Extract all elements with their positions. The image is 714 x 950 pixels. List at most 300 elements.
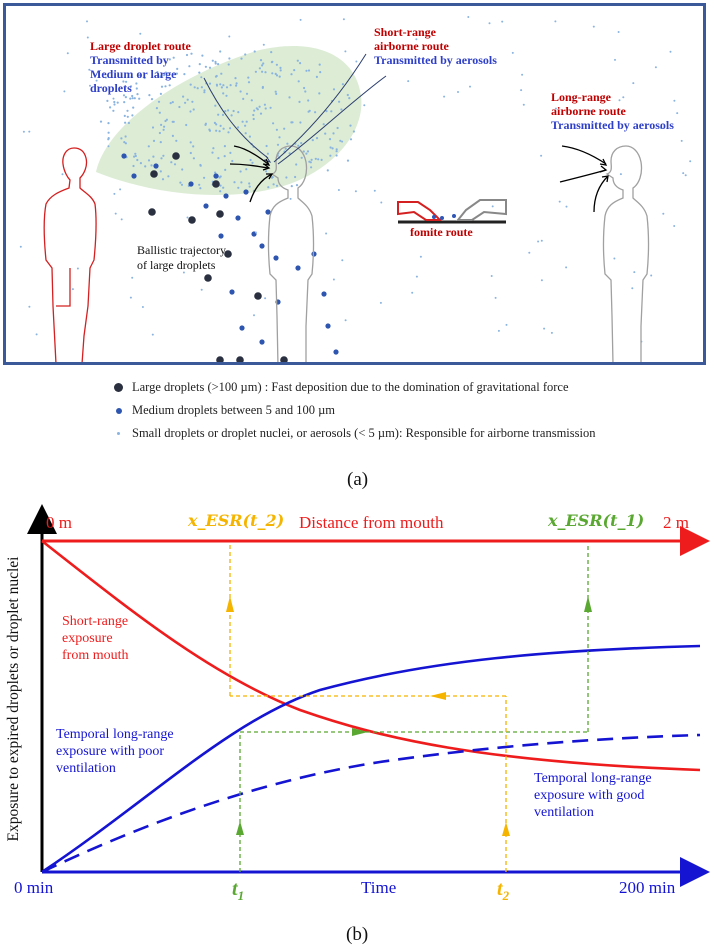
aerosol-particle [295,163,297,165]
aerosol-particle [169,58,171,60]
aerosol-particle [160,170,162,172]
aerosol-particle [219,185,221,187]
aerosol-particle [332,147,334,149]
t2-up-arrow [502,822,510,836]
aerosol-particle [221,86,223,88]
aerosol-particle [187,99,189,101]
large-droplet [254,292,262,300]
aerosol-particle [314,111,316,113]
aerosol-particle [279,76,281,78]
medium-droplet [259,339,264,344]
legend-small [114,426,595,441]
caption-a: (a) [347,469,369,490]
background-aerosol [650,275,652,277]
background-aerosol [253,314,255,316]
aerosol-particle [279,67,281,69]
aerosol-particle [108,132,110,134]
aerosol-particle [299,62,301,64]
aerosol-particle [264,71,266,73]
background-aerosol [63,90,65,92]
medium-droplet [333,349,338,354]
medium-droplet [188,181,193,186]
aerosol-particle [271,61,273,63]
short-range-title-2: airborne route [374,39,449,53]
aerosol-particle [148,94,150,96]
background-aerosol [670,51,672,53]
aerosol-particle [317,158,319,160]
aerosol-particle [222,92,224,94]
background-aerosol [620,173,622,175]
bottom-axis-start: 0 min [14,878,54,897]
background-aerosol [108,145,110,147]
aerosol-particle [224,155,226,157]
background-aerosol [416,276,418,278]
t2-label [497,878,509,904]
aerosol-particle [236,82,238,84]
aerosol-particle [265,107,267,109]
aerosol-particle [336,148,338,150]
background-aerosol [506,324,508,326]
aerosol-particle [136,87,138,89]
t1-label [232,878,244,904]
background-aerosol [36,333,38,335]
aerosol-particle [261,71,263,73]
aerosol-particle [197,87,199,89]
medium-droplet [325,323,330,328]
aerosol-particle [217,157,219,159]
background-aerosol [62,173,64,175]
aerosol-particle [211,152,213,154]
t1-subscript: 1 [237,888,245,903]
aerosol-particle [336,154,338,156]
aerosol-particle [188,65,190,67]
aerosol-particle [276,74,278,76]
aerosol-particle [214,122,216,124]
aerosol-particle [297,60,299,62]
medium-droplet [243,189,248,194]
background-aerosol [543,328,545,330]
aerosol-particle [349,125,351,127]
aerosol-particle [160,157,162,159]
aerosol-particle [126,110,128,112]
background-aerosol [631,287,633,289]
large-droplet [216,356,224,362]
background-aerosol [121,218,123,220]
background-aerosol [541,279,543,281]
t2-letter: t [497,878,503,900]
aerosol-particle [307,150,309,152]
aerosol-particle [270,107,272,109]
aerosol-particle [189,110,191,112]
background-aerosol [228,36,230,38]
poor-vent-label-1: Temporal long-range [56,727,174,742]
aerosol-particle [255,71,257,73]
aerosol-particle [164,85,166,87]
aerosol-particle [229,127,231,129]
aerosol-particle [301,157,303,159]
aerosol-particle [201,55,203,57]
aerosol-particle [215,76,217,78]
aerosol-particle [240,181,242,183]
aerosol-particle [262,87,264,89]
aerosol-particle [350,138,352,140]
aerosol-particle [107,138,109,140]
background-aerosol [28,131,30,133]
long-range-title-1: Long-range [551,90,611,104]
background-aerosol [554,20,556,22]
aerosol-particle [315,158,317,160]
t1-up-arrow [236,821,244,835]
background-aerosol [87,37,89,39]
aerosol-particle [327,169,329,171]
aerosol-particle [347,160,349,162]
aerosol-particle [253,110,255,112]
aerosol-particle [318,92,320,94]
short-range-label-2: exposure [62,631,113,646]
aerosol-particle [217,114,219,116]
background-aerosol [355,190,357,192]
person-right-gray-outline [604,146,649,362]
aerosol-particle [194,86,196,88]
background-aerosol [593,26,595,28]
background-aerosol [541,240,543,242]
aerosol-particle [222,187,224,189]
aerosol-particle [160,93,162,95]
large-droplet [212,180,220,188]
aerosol-particle [293,69,295,71]
aerosol-particle [148,159,150,161]
short-range-title-1: Short-range [374,25,436,39]
aerosol-particle [308,111,310,113]
medium-droplet [121,153,126,158]
aerosol-particle [347,94,349,96]
large-droplet-swatch-icon [114,383,123,392]
aerosol-particle [205,66,207,68]
aerosol-particle [321,159,323,161]
medium-droplet [131,173,136,178]
aerosol-particle [296,184,298,186]
background-aerosol [142,306,144,308]
aerosol-particle [203,91,205,93]
background-aerosol [523,104,525,106]
aerosol-particle [214,105,216,107]
aerosol-particle [215,62,217,64]
aerosol-particle [250,159,252,161]
medium-droplet [213,173,218,178]
aerosol-particle [291,185,293,187]
background-aerosol [467,16,469,18]
aerosol-particle [222,114,224,116]
bottom-axis-title: Time [361,878,397,897]
aerosol-particle [161,86,163,88]
aerosol-particle [265,170,267,172]
aerosol-particle [273,183,275,185]
aerosol-particle [217,63,219,65]
background-aerosol [655,66,657,68]
background-aerosol [540,155,542,157]
aerosol-particle [235,85,237,87]
legend-large [114,380,569,395]
aerosol-particle [107,122,109,124]
background-aerosol [77,268,79,270]
aerosol-particle [183,73,185,75]
aerosol-particle [140,162,142,164]
aerosol-particle [348,97,350,99]
aerosol-particle [125,96,127,98]
aerosol-particle [240,58,242,60]
aerosol-particle [215,130,217,132]
aerosol-particle [201,86,203,88]
aerosol-particle [228,63,230,65]
aerosol-particle [324,133,326,135]
aerosol-particle [224,169,226,171]
aerosol-particle [316,76,318,78]
aerosol-particle [261,64,263,66]
background-aerosol [113,98,115,100]
aerosol-particle [308,69,310,71]
aerosol-particle [172,135,174,137]
aerosol-particle [170,161,172,163]
aerosol-particle [136,93,138,95]
background-aerosol [521,74,523,76]
aerosol-particle [230,84,232,86]
aerosol-particle [231,160,233,162]
aerosol-particle [260,59,262,61]
aerosol-particle [117,102,119,104]
aerosol-particle [277,144,279,146]
legend-medium [114,403,335,418]
background-aerosol [501,21,503,23]
aerosol-particle [276,185,278,187]
aerosol-particle [276,64,278,66]
background-aerosol [374,190,376,192]
aerosol-particle [229,152,231,154]
background-aerosol [338,189,340,191]
aerosol-particle [182,96,184,98]
aerosol-particle [219,130,221,132]
aerosol-particle [299,121,301,123]
aerosol-particle [129,98,131,100]
aerosol-particle [297,145,299,147]
aerosol-particle [190,141,192,143]
aerosol-particle [338,101,340,103]
aerosol-particle [208,129,210,131]
person-left-red-outline [44,148,96,362]
short-range-curve-label [62,613,129,664]
aerosol-particle [260,113,262,115]
medium-droplet [295,265,300,270]
aerosol-particle [316,137,318,139]
aerosol-particle [246,121,248,123]
background-aerosol [619,99,621,101]
aerosol-particle [219,190,221,192]
aerosol-particle [209,67,211,69]
x-esr-t2-label [188,511,284,530]
aerosol-particle [151,98,153,100]
large-droplet [216,210,224,218]
aerosol-particle [134,153,136,155]
background-aerosol [551,332,553,334]
aerosol-particle [245,132,247,134]
aerosol-particle [162,178,164,180]
aerosol-particle [131,114,133,116]
good-vent-label-1: Temporal long-range [534,771,652,786]
aerosol-particle [225,95,227,97]
background-aerosol [512,52,514,54]
aerosol-particle [304,90,306,92]
background-aerosol [363,104,365,106]
poor-vent-label-2: exposure with poor [56,744,165,759]
background-aerosol [676,112,678,114]
aerosol-particle [245,168,247,170]
aerosol-particle [278,136,280,138]
background-aerosol [187,217,189,219]
aerosol-particle [244,53,246,55]
x-esr-t2-text: x_ESR(t_2) [188,511,285,530]
aerosol-particle [124,122,126,124]
aerosol-particle [219,83,221,85]
aerosol-particle [353,130,355,132]
aerosol-particle [222,84,224,86]
ballistic-label-2: of large droplets [137,258,216,272]
t2-subscript: 2 [502,888,510,903]
small-droplet-swatch-icon [117,432,120,435]
t2-top-arrow [226,596,234,612]
background-aerosol [457,91,459,93]
background-aerosol [67,52,69,54]
aerosol-particle [127,116,129,118]
poor-vent-label-3: ventilation [56,761,116,776]
aerosol-particle [135,155,137,157]
medium-droplet [273,255,278,260]
aerosol-particle [185,124,187,126]
legend-large-text: Large droplets (>100 µm) : Fast deposition due to the domination of gravitational force [132,380,569,394]
aerosol-particle [128,122,130,124]
background-aerosol [86,20,88,22]
background-aerosol [333,279,335,281]
aerosol-particle [226,86,228,88]
aerosol-particle [256,107,258,109]
legend-medium-text: Medium droplets between 5 and 100 µm [132,403,335,417]
aerosol-particle [311,159,313,161]
top-axis-title: Distance from mouth [299,513,444,532]
background-aerosol [528,252,530,254]
aerosol-particle [288,96,290,98]
aerosol-particle [224,110,226,112]
y-axis-label: Exposure to expired droplets or droplet nuclei [5,556,22,842]
aerosol-particle [170,102,172,104]
aerosol-particle [198,72,200,74]
aerosol-particle [199,164,201,166]
aerosol-particle [237,126,239,128]
aerosol-particle [300,142,302,144]
aerosol-particle [271,72,273,74]
aerosol-particle [291,121,293,123]
medium-droplet [265,209,270,214]
background-aerosol [380,202,382,204]
background-aerosol [115,213,117,215]
aerosol-particle [337,127,339,129]
aerosol-particle [131,95,133,97]
aerosol-particle [150,164,152,166]
background-aerosol [131,277,133,279]
aerosol-particle [159,112,161,114]
background-aerosol [614,59,616,61]
background-aerosol [325,233,327,235]
good-vent-label-3: ventilation [534,805,594,820]
aerosol-particle [298,101,300,103]
background-aerosol [520,89,522,91]
aerosol-particle [148,145,150,147]
good-vent-curve-label [534,770,652,821]
long-range-sub: Transmitted by aerosols [551,118,674,132]
aerosol-particle [333,88,335,90]
aerosol-particle [172,101,174,103]
background-aerosol [344,50,346,52]
t2-guides [230,545,506,872]
background-aerosol [565,266,567,268]
aerosol-particle [199,63,201,65]
background-aerosol [689,160,691,162]
large-droplet [188,216,196,224]
aerosol-particle [264,104,266,106]
aerosol-particle [303,150,305,152]
medium-droplet-swatch-icon [116,408,122,414]
aerosol-particle [247,77,249,79]
aerosol-particle [124,115,126,117]
background-aerosol [380,302,382,304]
medium-droplet [229,289,234,294]
background-aerosol [682,172,684,174]
aerosol-particle [100,121,102,123]
aerosol-particle [259,106,261,108]
aerosol-particle [340,108,342,110]
aerosol-particle [342,83,344,85]
aerosol-particle [285,148,287,150]
aerosol-particle [152,156,154,158]
aerosol-particle [164,120,166,122]
aerosol-particle [190,152,192,154]
aerosol-particle [214,172,216,174]
background-aerosol [20,246,22,248]
aerosol-particle [153,140,155,142]
background-aerosol [495,297,497,299]
aerosol-particle [272,122,274,124]
aerosol-particle [319,71,321,73]
background-aerosol [498,330,500,332]
large-droplet [204,274,212,282]
background-aerosol [673,100,675,102]
aerosol-particle [199,187,201,189]
aerosol-particle [227,131,229,133]
aerosol-particle [132,107,134,109]
caption-b: (b) [346,924,369,945]
aerosol-particle [181,184,183,186]
aerosol-particle [303,87,305,89]
fomite-hands-icon [398,200,506,222]
background-aerosol [673,225,675,227]
aerosol-particle [330,110,332,112]
aerosol-particle [329,138,331,140]
aerosol-particle [248,81,250,83]
large-droplet-route-sub-3: droplets [90,81,132,95]
aerosol-particle [167,175,169,177]
aerosol-particle [160,141,162,143]
aerosol-particle [266,145,268,147]
background-aerosol [343,18,345,20]
background-aerosol [290,198,292,200]
background-aerosol [618,31,620,33]
